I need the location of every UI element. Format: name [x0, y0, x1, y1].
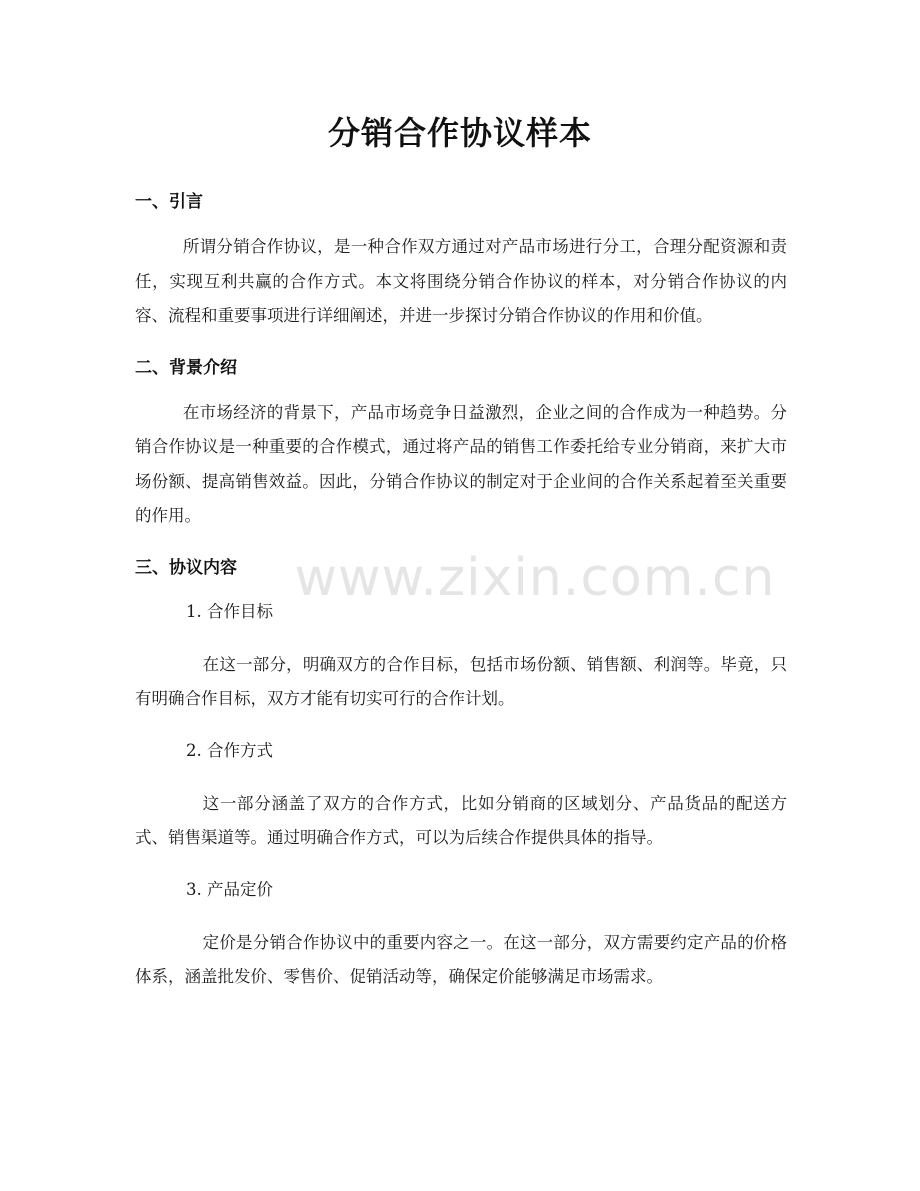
subsection-paragraph-pricing: 定价是分销合作协议中的重要内容之一。在这一部分，双方需要约定产品的价格体系，涵盖批发价、零售价、促销活动等，确保定价能够满足市场需求。 — [135, 932, 787, 986]
subsection-label-goal: 1. 合作目标 — [186, 601, 273, 621]
watermark: www.zixin.com.cn — [294, 548, 776, 608]
section-heading-background: 二、背景介绍 — [135, 357, 237, 378]
section-heading-intro: 一、引言 — [135, 192, 203, 212]
subsection-label-method: 2. 合作方式 — [186, 740, 273, 760]
section-paragraph-background: 在市场经济的背景下，产品市场竞争日益激烈，企业之间的合作成为一种趋势。分销合作协议是一种重要的合作模式，通过将产品的销售工作委托给专业分销商，来扩大市场份额、提高销售效益。因此，分销合作协议的制定对于企业间的合作关系起着至关重要的作用。 — [135, 402, 787, 525]
section-paragraph-intro: 所谓分销合作协议，是一种合作双方通过对产品市场进行分工，合理分配资源和责任，实现互利共赢的合作方式。本文将围绕分销合作协议的样本，对分销合作协议的内容、流程和重要事项进行详细阐述，并进一步探讨分销合作协议的作用和价值。 — [135, 237, 787, 325]
subsection-paragraph-method: 这一部分涵盖了双方的合作方式，比如分销商的区域划分、产品货品的配送方式、销售渠道等。通过明确合作方式，可以为后续合作提供具体的指导。 — [135, 793, 787, 847]
document-body — [135, 186, 787, 1013]
subsection-label-pricing: 3. 产品定价 — [186, 879, 273, 899]
document-title: 分销合作协议样本 — [327, 114, 592, 152]
subsection-paragraph-goal: 在这一部分，明确双方的合作目标，包括市场份额、销售额、利润等。毕竟，只有明确合作目标，双方才能有切实可行的合作计划。 — [135, 654, 787, 708]
section-heading-content: 三、协议内容 — [135, 557, 237, 578]
